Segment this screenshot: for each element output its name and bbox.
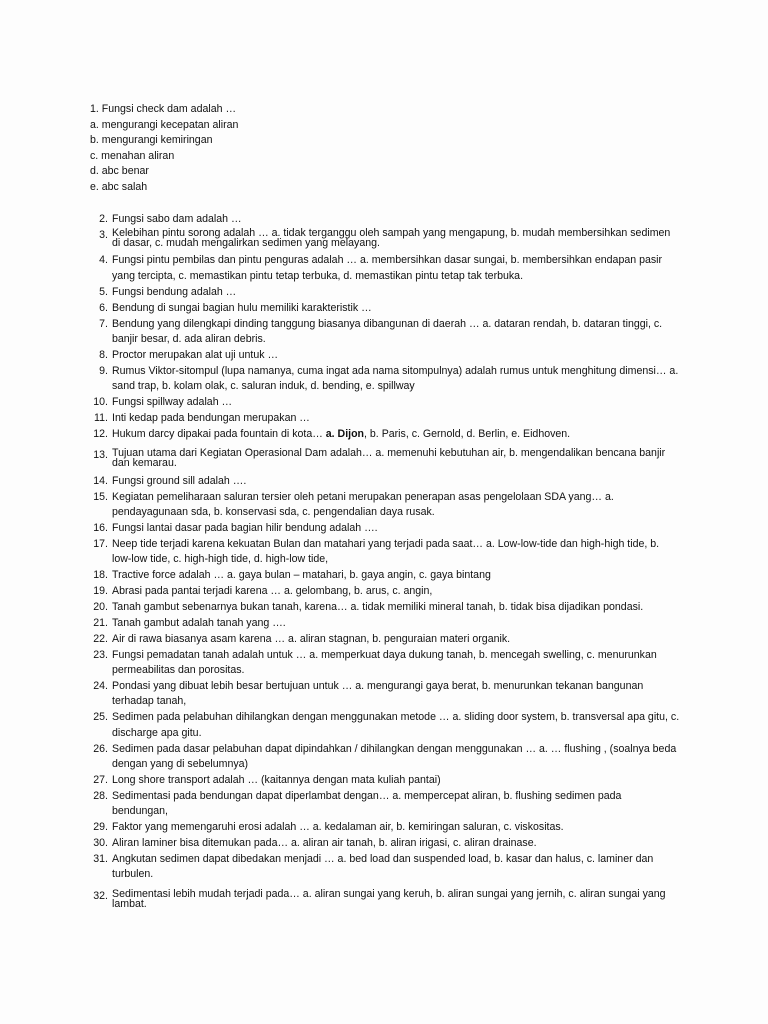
question-number: 23. <box>93 648 108 661</box>
question-number: 3. <box>99 228 108 241</box>
question-text: Kegiatan pemeliharaan saluran tersier oleh petani merupakan penerapan asas pengelolaan SDA yang… a. pendayagunaan sda, b. konservasi sda, c. pengendalian daya rusak. <box>112 490 614 519</box>
question-number: 8. <box>99 348 108 361</box>
question-1 <box>90 102 238 196</box>
question-text: Fungsi bendung adalah … <box>112 285 237 298</box>
question-list <box>90 212 680 914</box>
question-item <box>90 616 680 631</box>
question-number: 2. <box>99 213 108 225</box>
question-item <box>90 228 680 253</box>
question-number: 15. <box>93 490 108 503</box>
question-item <box>90 474 680 489</box>
question-item <box>90 679 680 710</box>
question-item <box>90 537 680 568</box>
question-item <box>90 584 680 599</box>
question-item <box>90 253 680 284</box>
question-item <box>90 889 680 914</box>
question-1-option-d: d. abc benar <box>90 165 149 178</box>
question-item <box>90 852 680 883</box>
question-text: Rumus Viktor-sitompul (lupa namanya, cuma ingat ada nama sitompulnya) adalah rumus untuk menghitung dimensi… a. sand trap, b. kolam olak, c. saluran induk, d. bending, e. spillway <box>112 364 679 393</box>
question-text: Sedimentasi lebih mudah terjadi pada… a. aliran sungai yang keruh, b. aliran sungai yang jernih, c. aliran sungai yang lambat. <box>112 887 666 910</box>
question-text: Fungsi pemadatan tanah adalah untuk … a. memperkuat daya dukung tanah, b. mencegah swelling, c. menurunkan permeabilitas dan porositas. <box>112 648 657 677</box>
question-item <box>90 836 680 851</box>
question-item <box>90 317 680 348</box>
question-text: Proctor merupakan alat uji untuk … <box>112 348 279 361</box>
question-number: 17. <box>93 537 108 550</box>
question-1-option-a: a. mengurangi kecepatan aliran <box>90 118 239 131</box>
question-number: 29. <box>93 821 108 834</box>
question-text: Fungsi ground sill adalah …. <box>112 474 247 487</box>
question-item <box>90 411 680 426</box>
question-item <box>90 521 680 536</box>
question-text: Fungsi spillway adalah … <box>112 396 233 409</box>
question-number: 32. <box>93 889 108 902</box>
question-text: Air di rawa biasanya asam karena … a. aliran stagnan, b. penguraian materi organik. <box>112 632 511 645</box>
question-text: Kelebihan pintu sorong adalah … a. tidak terganggu oleh sampah yang mengapung, b. mudah membersihkan sedimen di dasar, c. mudah mengalirkan sedimen yang melayang. <box>112 226 671 249</box>
question-number: 4. <box>99 254 108 267</box>
question-item <box>90 427 680 442</box>
question-text: Bendung yang dilengkapi dinding tanggung biasanya dibangunan di daerah … a. dataran rendah, b. dataran tinggi, c. banjir besar, d. ada aliran debris. <box>112 317 663 345</box>
question-text-pre: Hukum darcy dipakai pada fountain di kota… <box>112 427 326 440</box>
question-item <box>90 648 680 679</box>
question-text: Neep tide terjadi karena kekuatan Bulan dan matahari yang terjadi pada saat… a. Low-low-tide dan high-high tide, b. low-low tide, c. high-high tide, d. high-low tide, <box>112 537 660 566</box>
question-text: Sedimen pada pelabuhan dihilangkan dengan menggunakan metode … a. sliding door system, b. transversal apa gitu, c. discharge apa gitu. <box>112 711 680 739</box>
question-text: Abrasi pada pantai terjadi karena … a. gelombang, b. arus, c. angin, <box>112 585 433 598</box>
question-item <box>90 395 680 410</box>
question-text: Bendung di sungai bagian hulu memiliki karakteristik … <box>112 301 372 314</box>
question-number: 31. <box>93 853 108 866</box>
question-item <box>90 301 680 316</box>
question-number: 30. <box>93 837 108 850</box>
question-item <box>90 348 680 363</box>
question-number: 24. <box>93 680 108 693</box>
question-text: Tanah gambut sebenarnya bukan tanah, karena… a. tidak memiliki mineral tanah, b. tidak bisa dijadikan pondasi. <box>112 601 644 614</box>
question-number: 18. <box>93 569 108 582</box>
question-item <box>90 364 680 395</box>
question-item <box>90 742 680 773</box>
question-number: 9. <box>99 364 108 377</box>
question-item <box>90 773 680 788</box>
question-text: Pondasi yang dibuat lebih besar bertujuan untuk … a. mengurangi gaya berat, b. menurunkan tekanan bangunan terhadap tanah, <box>112 680 644 708</box>
question-number: 27. <box>93 774 108 786</box>
question-number: 25. <box>93 711 108 724</box>
question-text: Sedimentasi pada bendungan dapat diperlambat dengan… a. mempercepat aliran, b. flushing sedimen pada bendungan, <box>112 789 622 818</box>
question-text: Fungsi lantai dasar pada bagian hilir bendung adalah …. <box>112 522 378 534</box>
question-number: 11. <box>94 411 108 424</box>
question-number: 10. <box>93 396 108 409</box>
question-text: Tractive force adalah … a. gaya bulan – matahari, b. gaya angin, c. gaya bintang <box>112 569 491 582</box>
question-number: 28. <box>93 789 108 802</box>
question-number: 19. <box>93 585 108 598</box>
question-item <box>90 820 680 835</box>
question-item <box>90 448 680 473</box>
question-text: Inti kedap pada bendungan merupakan … <box>112 411 310 424</box>
question-text: Sedimen pada dasar pelabuhan dapat dipindahkan / dihilangkan dengan menggunakan … a. … flushing , (soalnya beda dengan yang di sebelumnya) <box>112 742 677 771</box>
question-item <box>90 212 680 227</box>
question-number: 22. <box>93 632 108 645</box>
question-number: 20. <box>93 601 108 614</box>
question-answer-bold: a. Dijon <box>325 427 365 440</box>
question-number: 13. <box>93 449 108 462</box>
question-number: 5. <box>99 285 108 298</box>
question-number: 7. <box>99 317 108 330</box>
question-text: Tujuan utama dari Kegiatan Operasional Dam adalah… a. memenuhi kebutuhan air, b. mengendalikan bencana banjir dan kemarau. <box>112 447 666 470</box>
question-number: 16. <box>93 522 108 534</box>
question-1-option-e: e. abc salah <box>90 180 148 193</box>
question-item <box>90 710 680 741</box>
question-number: 14. <box>93 474 108 487</box>
question-text: Fungsi sabo dam adalah … <box>112 213 242 225</box>
question-item <box>90 632 680 647</box>
question-number: 6. <box>99 301 108 314</box>
question-text-post: , b. Paris, c. Gernold, d. Berlin, e. Eidhoven. <box>364 427 571 440</box>
question-item <box>90 490 680 521</box>
question-text: Fungsi pintu pembilas dan pintu penguras adalah … a. membersihkan dasar sungai, b. membersihkan endapan pasir yang tercipta, c. memastikan pintu tetap terbuka, d. memastikan pintu tetap tak terbuka. <box>112 254 663 282</box>
question-number: 12. <box>93 427 108 440</box>
question-text <box>112 427 680 442</box>
question-item <box>90 789 680 820</box>
question-text: Aliran laminer bisa ditemukan pada… a. aliran air tanah, b. aliran irigasi, c. aliran drainase. <box>112 837 537 850</box>
question-number: 21. <box>93 616 108 629</box>
question-1-option-c: c. menahan aliran <box>90 149 175 162</box>
question-text: Tanah gambut adalah tanah yang …. <box>112 616 286 629</box>
question-number: 26. <box>93 742 108 755</box>
question-item <box>90 285 680 300</box>
question-1-title: 1. Fungsi check dam adalah … <box>90 103 237 115</box>
question-text: Long shore transport adalah … (kaitannya dengan mata kuliah pantai) <box>112 774 441 786</box>
question-item <box>90 568 680 583</box>
question-text: Faktor yang memengaruhi erosi adalah … a. kedalaman air, b. kemiringan saluran, c. viskositas. <box>112 821 564 834</box>
question-text: Angkutan sedimen dapat dibedakan menjadi … a. bed load dan suspended load, b. kasar dan halus, c. laminer dan turbulen. <box>112 853 654 881</box>
question-item <box>90 600 680 615</box>
question-1-option-b: b. mengurangi kemiringan <box>90 134 213 147</box>
